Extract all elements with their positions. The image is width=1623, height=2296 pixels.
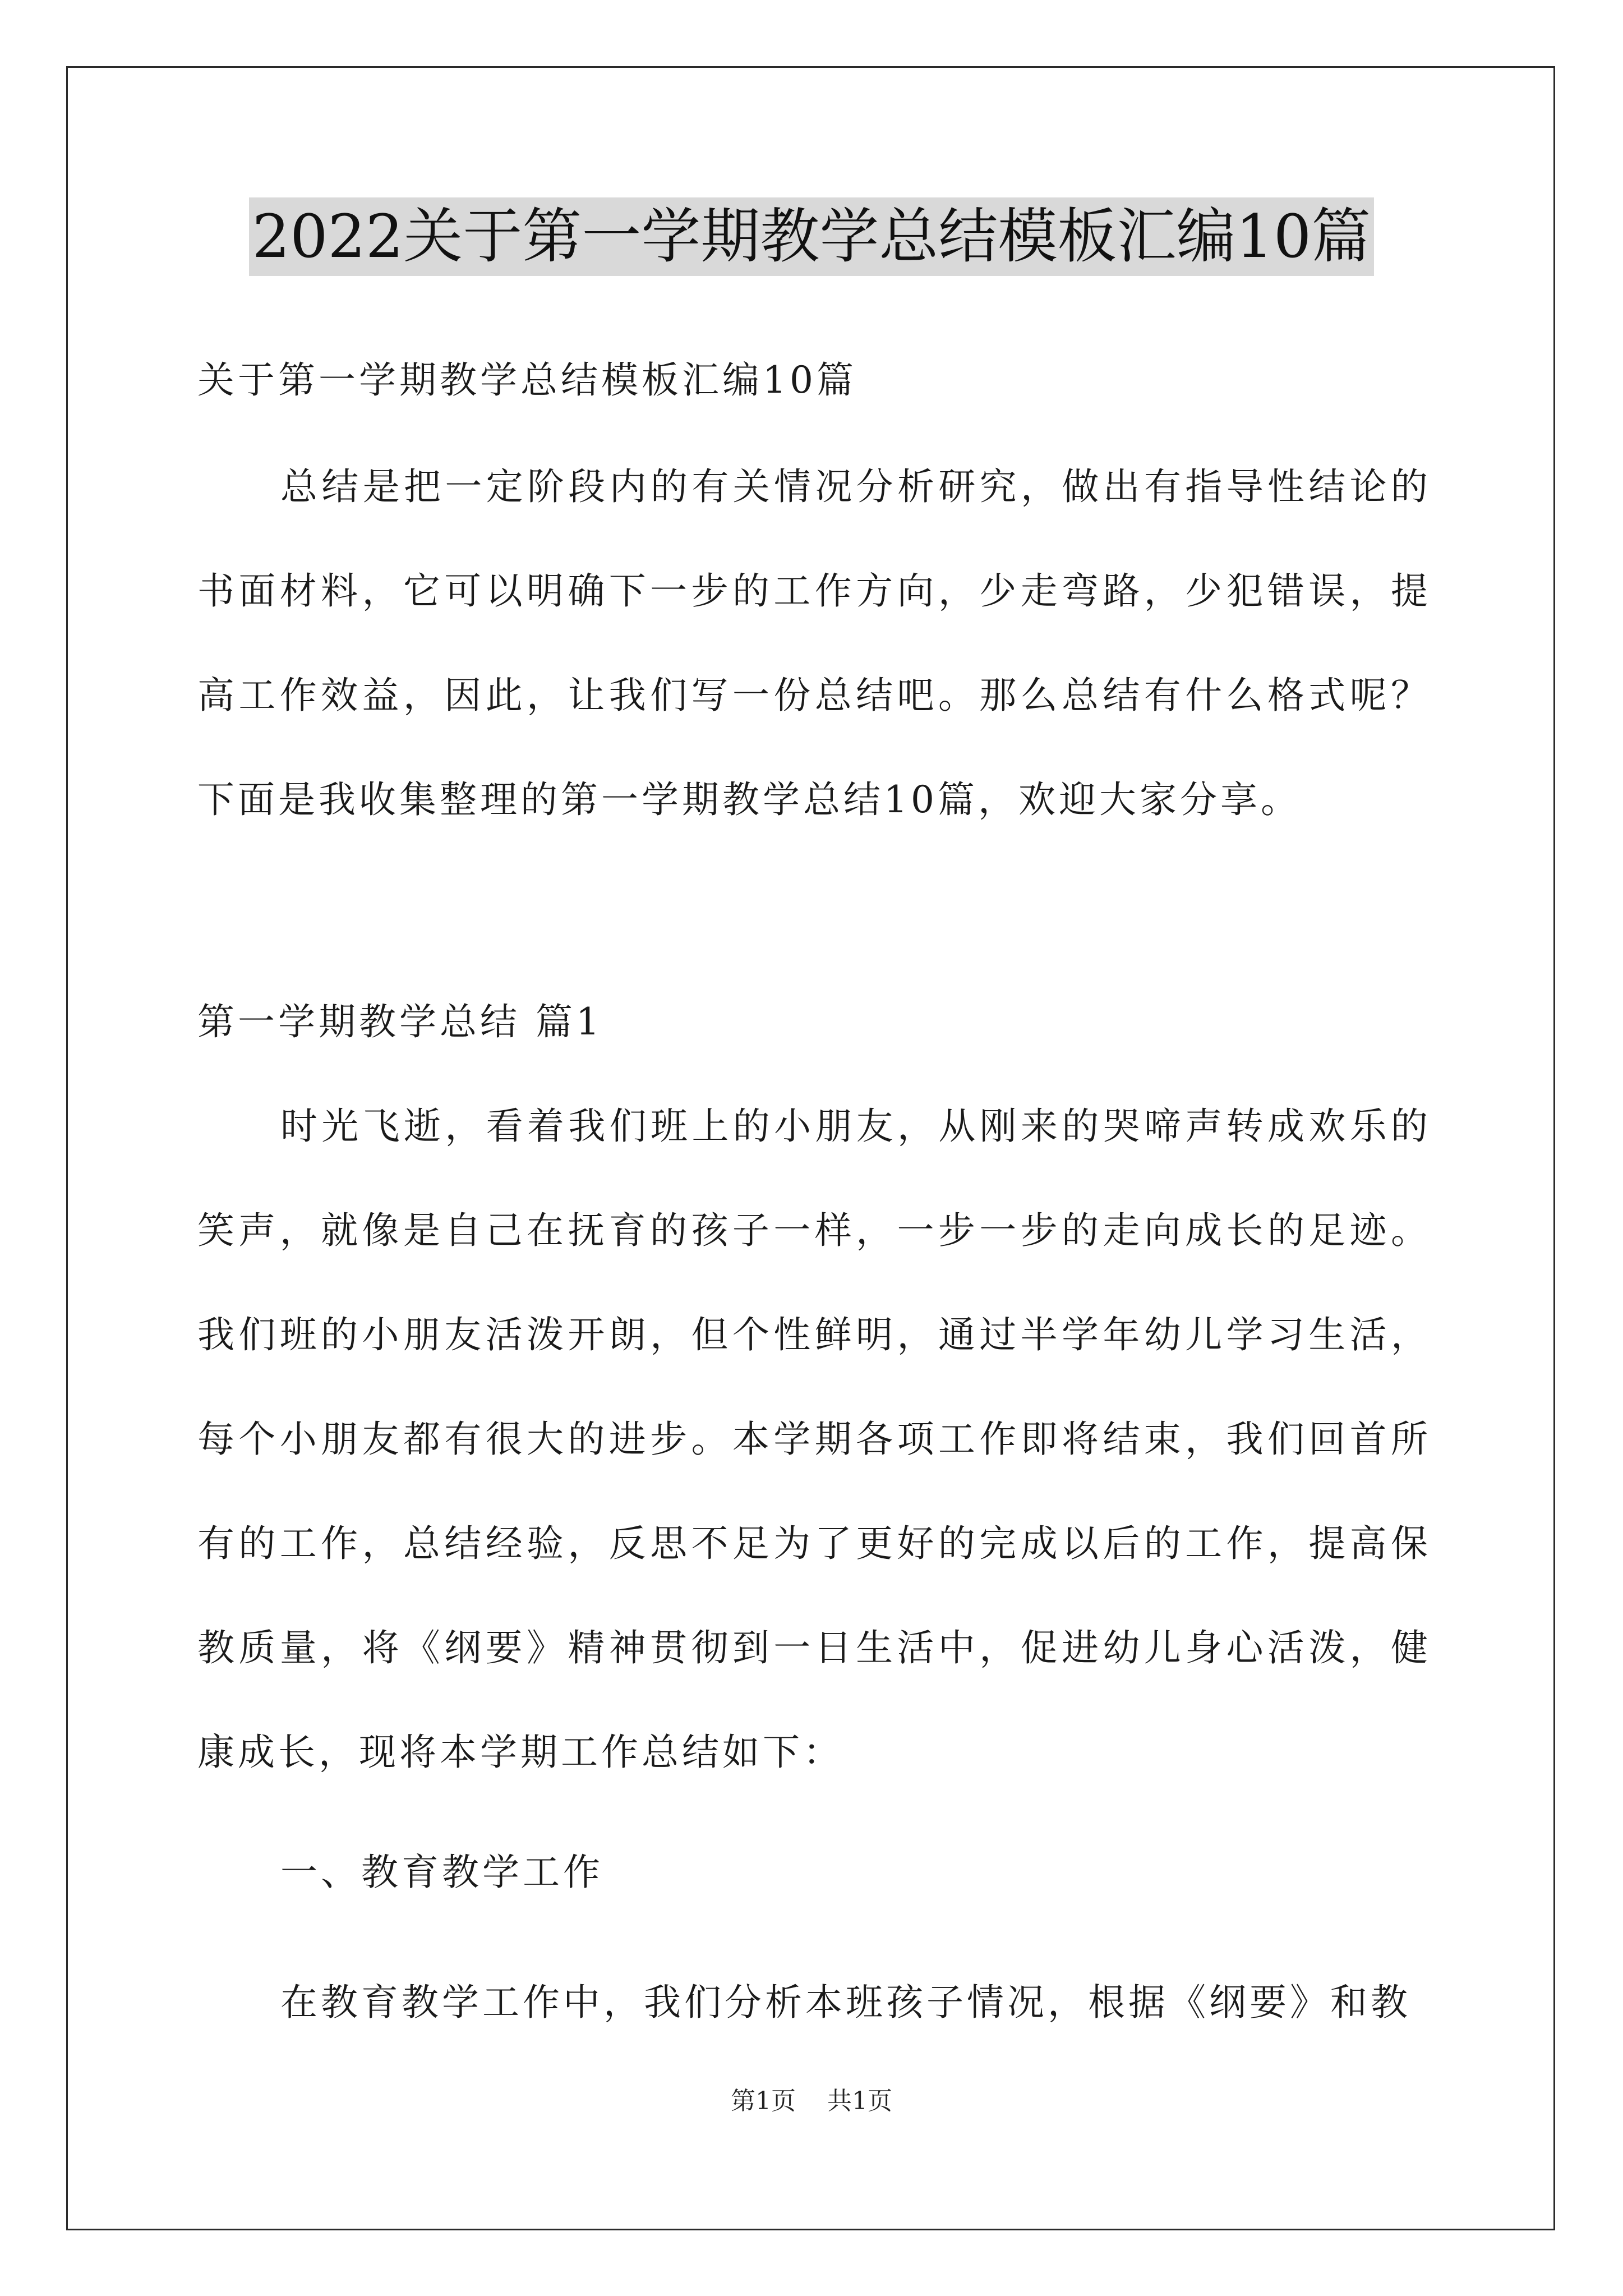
document-title: 2022关于第一学期教学总结模板汇编10篇 <box>249 197 1375 276</box>
section-paragraph: 时光飞逝，看着我们班上的小朋友，从刚来的哭啼声转成欢乐的笑声，就像是自己在抚育的孩子一样，一步一步的走向成长的足迹。我们班的小朋友活泼开朗，但个性鲜明，通过半学年幼儿学习生活，每个小朋友都有很大的进步。本学期各项工作即将结束，我们回首所有的工作，总结经验，反思不足为了更好的完成以后的工作，提高保教质量，将《纲要》精神贯彻到一日生活中，促进幼儿身心活泼，健康成长，现将本学期工作总结如下： <box>197 1105 1431 1774</box>
title-container <box>0 197 1623 276</box>
page-number: 第1页 <box>731 2087 796 2115</box>
page-footer <box>0 2085 1623 2118</box>
section-heading: 第一学期教学总结 篇1 <box>197 1000 603 1043</box>
document-subtitle: 关于第一学期教学总结模板汇编10篇 <box>197 358 857 402</box>
page-total: 共1页 <box>827 2087 892 2115</box>
intro-paragraph: 总结是把一定阶段内的有关情况分析研究，做出有指导性结论的书面材料，它可以明确下一步的工作方向，少走弯路，少犯错误，提高工作效益，因此，让我们写一份总结吧。那么总结有什么格式呢？下面是我收集整理的第一学期教学总结10篇，欢迎大家分享。 <box>197 465 1431 821</box>
subheading: 一、教育教学工作 <box>280 1851 603 1894</box>
subheading-paragraph: 在教育教学工作中，我们分析本班孩子情况，根据《纲要》和教 <box>280 1981 1411 2024</box>
